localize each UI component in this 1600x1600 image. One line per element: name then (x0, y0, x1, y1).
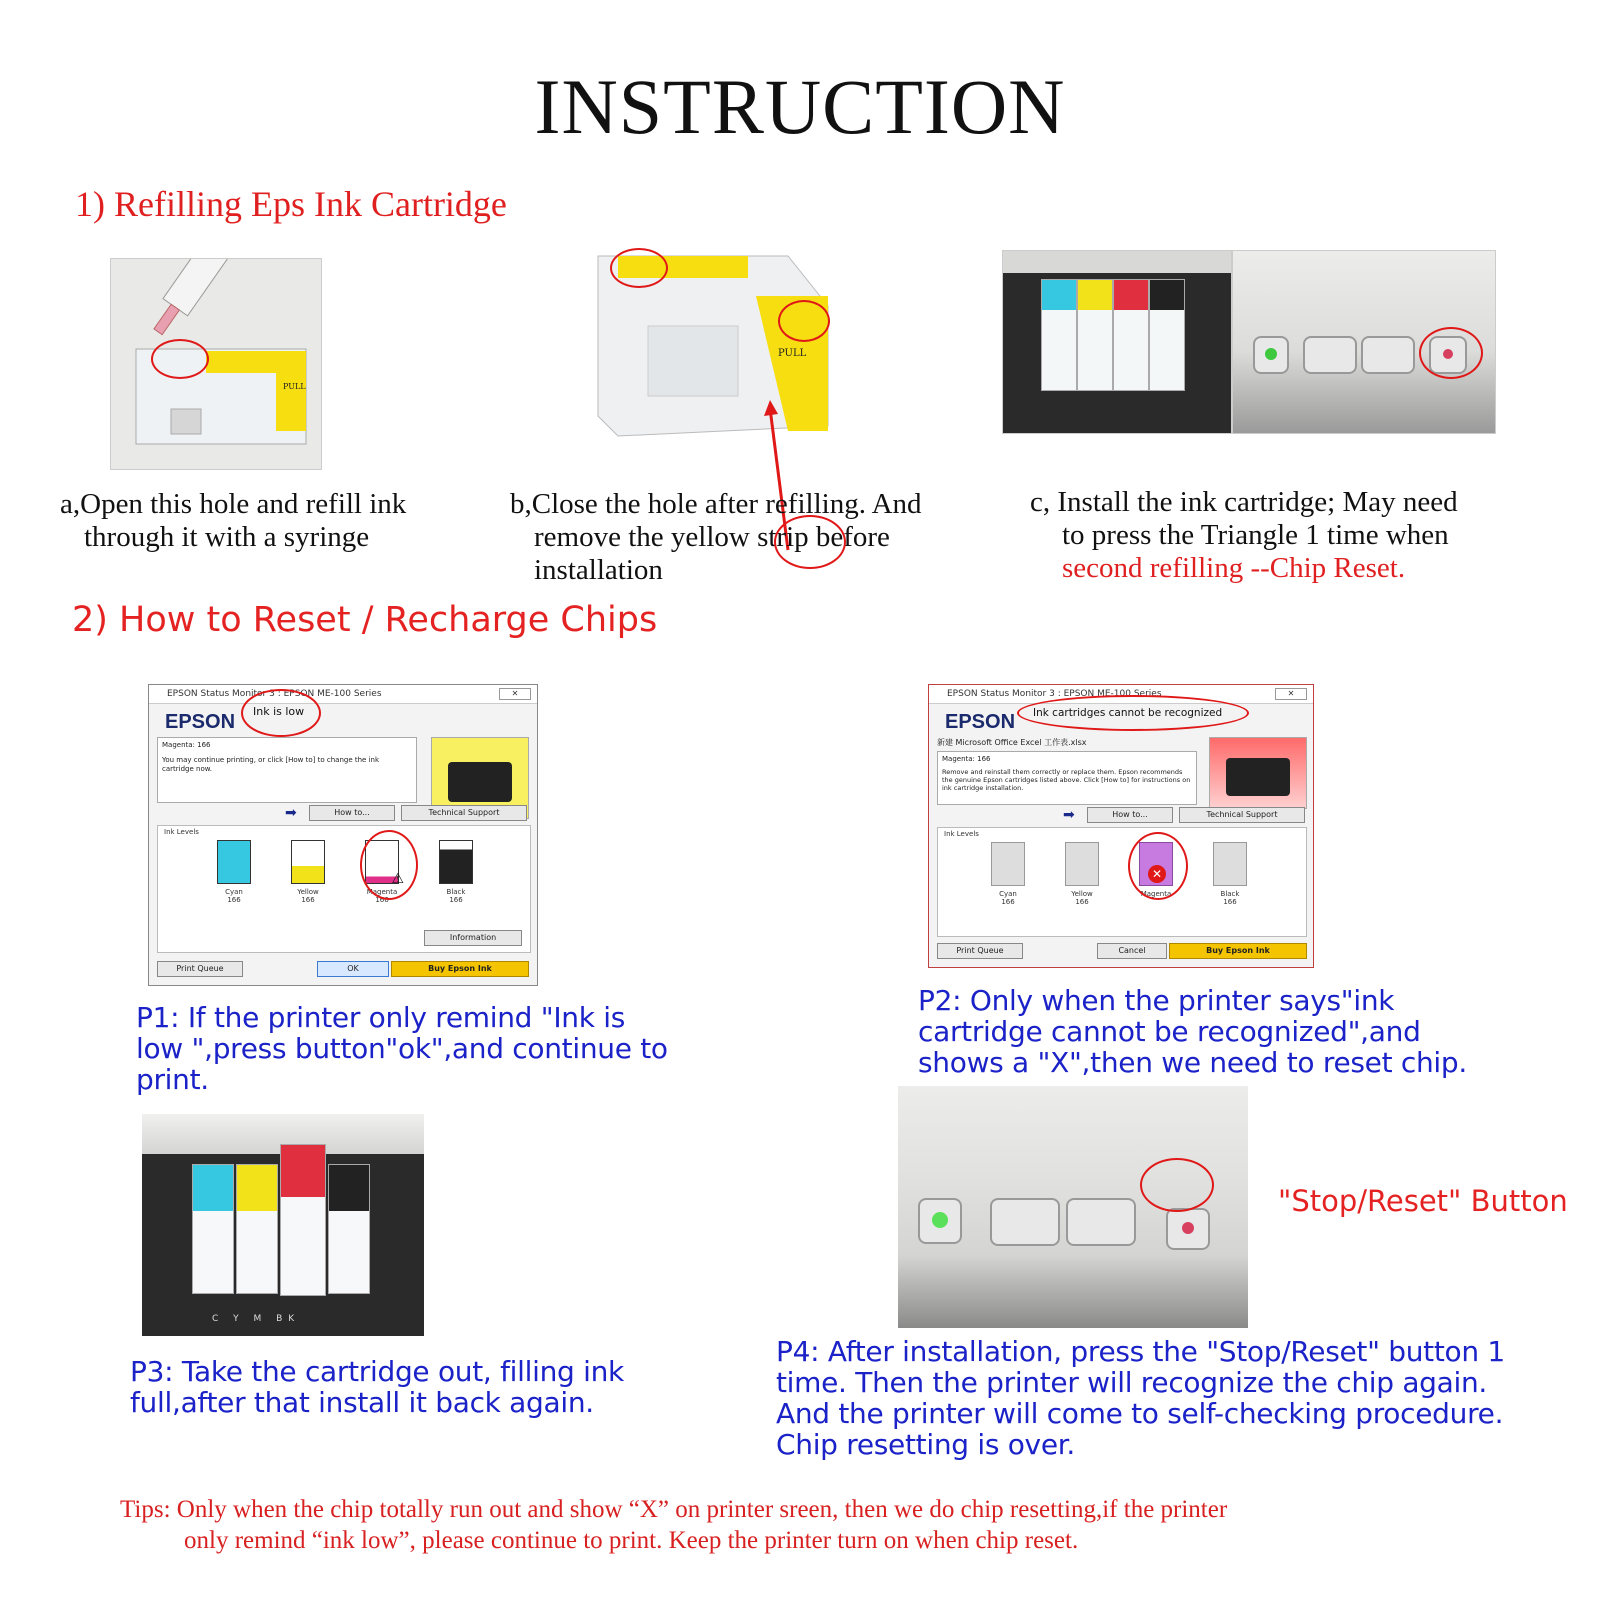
black-empty-cartridge-icon (1213, 842, 1247, 886)
dialog1-ink-levels-panel (157, 825, 531, 953)
strip-tab-circle (778, 300, 830, 342)
stop-reset-circle-small (1419, 327, 1483, 379)
dialog1-buy-ink-button[interactable]: Buy Epson Ink (391, 961, 529, 977)
dialog2-printer-image (1209, 737, 1307, 809)
photo-installed-cartridges (1002, 250, 1232, 434)
dialog2-message-box: Magenta: 166 Remove and reinstall them correctly or replace them. Epson recommends the genuine Epson cartridges listed above. Click [How to] for instructions on ink cartridge installation. (937, 751, 1197, 805)
cannot-recognize-circle (1017, 695, 1249, 731)
dialog2-ink-magenta: ✕ Magenta (1126, 842, 1186, 898)
power-button-large (918, 1198, 962, 1244)
dialog2-epson-logo: EPSON (945, 711, 1016, 733)
page-title: INSTRUCTION (534, 63, 1066, 150)
dialog2-print-queue-button[interactable]: Print Queue (937, 943, 1023, 959)
dialog2-file-text: 新建 Microsoft Office Excel 工作表.xlsx (937, 738, 1087, 747)
step-a-caption: a,Open this hole and refill ink through it with a syringe (60, 488, 407, 553)
magenta-warning-circle (360, 830, 418, 900)
dialog-cannot-recognize (928, 684, 1314, 968)
p2-text: P2: Only when the printer says"ink cartridge cannot be recognized",and shows a "X",then we need to reset chip. (918, 984, 1467, 1079)
section1-heading: 1) Refilling Eps Ink Cartridge (75, 184, 507, 224)
dialog2-how-to-button[interactable]: How to... (1087, 807, 1173, 823)
stop-reset-circle (1140, 1158, 1214, 1212)
dialog1-epson-logo: EPSON (165, 711, 236, 733)
dialog1-close-button[interactable]: ✕ (499, 688, 531, 700)
magenta-error-circle (1128, 832, 1188, 900)
dialog1-information-button[interactable]: Information (424, 930, 522, 946)
copy-color-button (1361, 336, 1415, 374)
strip-pull-text: PULL (778, 348, 807, 359)
tray-color-label: C Y M BK (212, 1314, 301, 1324)
p1-text: P1: If the printer only remind "Ink is low ",press button"ok",and continue to print. (136, 1001, 668, 1096)
dialog2-ink-yellow: Yellow 166 (1052, 842, 1112, 906)
cyan-cartridge-icon (217, 840, 251, 884)
photo-control-panel-large (898, 1086, 1248, 1328)
power-button (1253, 336, 1289, 374)
dialog1-how-to-button[interactable]: How to... (309, 805, 395, 821)
dialog2-ink-levels-label: Ink Levels (944, 830, 979, 838)
dialog2-close-button[interactable]: ✕ (1275, 688, 1307, 700)
syringe-cartridge-illustration (111, 259, 321, 469)
p4-text: P4: After installation, press the "Stop/Reset" button 1 time. Then the printer will recognize the chip again. And the printer will come to self-checking procedure. Chip resetting is over. (776, 1335, 1505, 1461)
photo-syringe-refill (110, 258, 322, 470)
dialog1-status-text: Ink is low (253, 705, 305, 718)
dialog1-tech-support-button[interactable]: Technical Support (401, 805, 527, 821)
yellow-empty-cartridge-icon (1065, 842, 1099, 886)
photo-control-panel-small (1232, 250, 1496, 434)
dialog2-ink-levels-panel (937, 827, 1307, 937)
stop-reset-label: "Stop/Reset" Button (1278, 1184, 1568, 1218)
photo-cartridge-tray (142, 1114, 424, 1336)
tips-text: Tips: Only when the chip totally run out and show “X” on printer sreen, then we do chip resetting,if the printer only remind “ink low”, please continue to print. Keep the printer turn on when chip reset. (120, 1496, 1228, 1554)
copy-color-button-large (1066, 1198, 1136, 1246)
dialog1-titlebar: EPSON Status Monitor 3 : EPSON ME-100 Series ✕ (149, 685, 537, 704)
yellow-cartridge-icon (291, 840, 325, 884)
p3-text: P3: Take the cartridge out, filling ink full,after that install it back again. (130, 1355, 624, 1419)
dialog-ink-low (148, 684, 538, 986)
dialog2-ink-black: Black 166 (1200, 842, 1260, 906)
dialog1-ink-cyan: Cyan 166 (204, 840, 264, 904)
dialog1-ok-button[interactable]: OK (317, 961, 389, 977)
stop-reset-button[interactable] (1166, 1208, 1210, 1250)
warning-icon: ⚠ (391, 871, 404, 887)
cyan-empty-cartridge-icon (991, 842, 1025, 886)
dialog1-ink-yellow: Yellow 166 (278, 840, 338, 904)
step-b-caption: b,Close the hole after refilling. And remove the yellow strip before installation (510, 488, 922, 586)
cartridge-pull-text: PULL (283, 382, 306, 391)
dialog2-cancel-button[interactable]: Cancel (1097, 943, 1167, 959)
dialog2-status-text: Ink cartridges cannot be recognized (1033, 707, 1223, 719)
fill-hole-circle (610, 248, 668, 288)
error-x-icon: ✕ (1148, 865, 1166, 883)
black-cartridge-icon (439, 840, 473, 884)
dialog2-ink-cyan: Cyan 166 (978, 842, 1038, 906)
dialog1-ink-black: Black 166 (426, 840, 486, 904)
strip-word-circle (774, 515, 846, 569)
dialog2-tech-support-button[interactable]: Technical Support (1179, 807, 1305, 823)
section2-heading: 2) How to Reset / Recharge Chips (72, 600, 658, 640)
step-c-caption: c, Install the ink cartridge; May need to press the Triangle 1 time when second refilling --Chip Reset. (1030, 486, 1458, 584)
dialog1-ink-levels-label: Ink Levels (164, 828, 199, 836)
dialog1-arrow-icon: ➡ (285, 805, 297, 821)
ink-low-circle (241, 689, 321, 737)
dialog2-titlebar: EPSON Status Monitor 3 : EPSON ME-100 Series ✕ (929, 685, 1313, 704)
dialog2-buy-ink-button[interactable]: Buy Epson Ink (1169, 943, 1307, 959)
dialog2-arrow-icon: ➡ (1063, 807, 1075, 823)
refill-hole-circle (151, 339, 209, 379)
copy-bw-button (1303, 336, 1357, 374)
copy-bw-button-large (990, 1198, 1060, 1246)
dialog1-print-queue-button[interactable]: Print Queue (157, 961, 243, 977)
dialog1-ink-magenta: ⚠ Magenta 166 (352, 840, 412, 904)
dialog1-message-box: Magenta: 166 You may continue printing, or click [How to] to change the ink cartridge now. (157, 737, 417, 803)
